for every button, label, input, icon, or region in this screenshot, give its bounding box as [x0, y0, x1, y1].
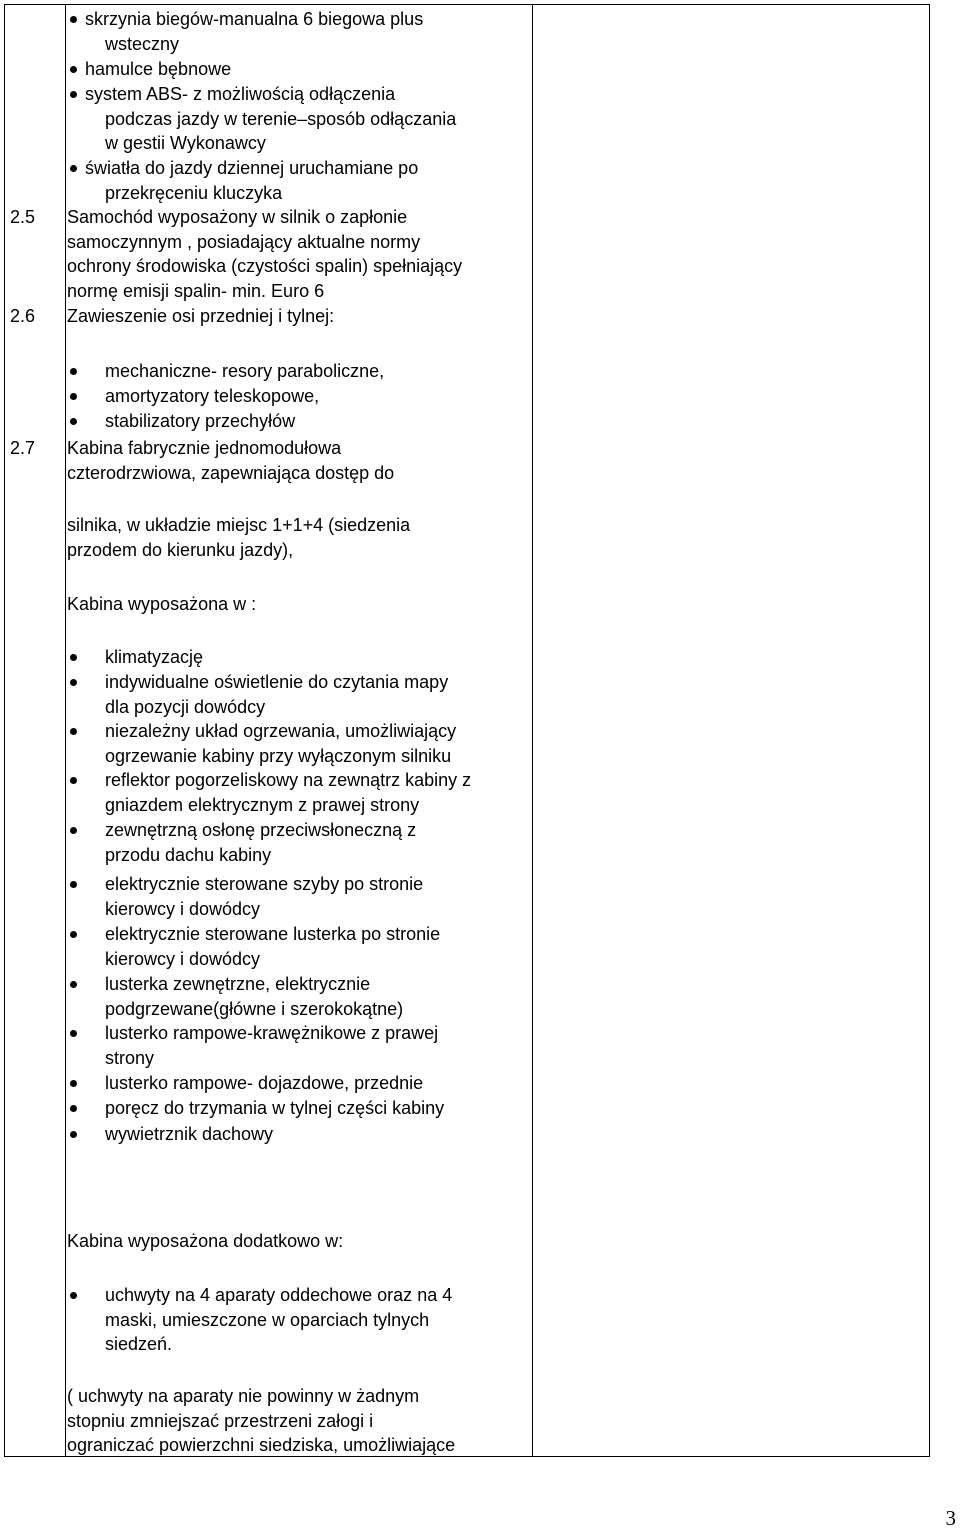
bullet-icon: [70, 981, 77, 988]
list-item-text: w gestii Wykonawcy: [105, 133, 266, 154]
list-item-text: siedzeń.: [105, 1334, 173, 1355]
bullet-icon: [70, 1105, 77, 1112]
list-item-text: niezależny układ ogrzewania, umożliwiający: [105, 721, 457, 741]
bullet-icon: [70, 16, 77, 23]
list-item-text: indywidualne oświetlenie do czytania mapy: [105, 672, 449, 692]
bullet-icon: [70, 1131, 77, 1138]
paragraph-text: ( uchwyty na aparaty nie powinny w żadnym: [67, 1386, 420, 1406]
paragraph-text: Kabina wyposażona dodatkowo w:: [67, 1231, 344, 1251]
item-number: 2.7: [10, 438, 36, 458]
list-item-text: lusterko rampowe-krawężnikowe z prawej: [105, 1023, 439, 1043]
list-item-text: elektrycznie sterowane lusterka po stronie: [105, 924, 441, 944]
list-item-text: uchwyty na 4 aparaty oddechowe oraz na 4: [105, 1285, 453, 1305]
list-item-text: hamulce bębnowe: [85, 59, 232, 79]
bullet-icon: [70, 165, 77, 172]
list-item-text: światła do jazdy dziennej uruchamiane po: [85, 158, 419, 178]
paragraph-text: samoczynnym , posiadający aktualne normy: [67, 231, 421, 252]
paragraph-text: stopniu zmniejszać przestrzeni załogi i: [67, 1410, 374, 1431]
bullet-icon: [70, 728, 77, 735]
bullet-icon: [70, 393, 77, 400]
paragraph-text: ograniczać powierzchni siedziska, umożliwiające: [67, 1435, 456, 1456]
list-item-text: ogrzewanie kabiny przy wyłączonym silniku: [105, 745, 452, 766]
page-number: 3: [945, 1506, 956, 1530]
list-item-text: lusterka zewnętrzne, elektrycznie: [105, 974, 371, 994]
list-item-text: kierowcy i dowódcy: [105, 898, 261, 919]
list-item-text: mechaniczne- resory paraboliczne,: [105, 361, 385, 381]
list-item-text: dla pozycji dowódcy: [105, 696, 266, 717]
table-border-left: [4, 4, 5, 1457]
list-item-text: kierowcy i dowódcy: [105, 948, 261, 969]
list-item-text: system ABS- z możliwością odłączenia: [85, 84, 396, 104]
list-item-text: strony: [105, 1047, 155, 1068]
bullet-icon: [70, 881, 77, 888]
paragraph-text: Zawieszenie osi przedniej i tylnej:: [67, 306, 335, 326]
list-item-text: maski, umieszczone w oparciach tylnych: [105, 1309, 430, 1330]
bullet-icon: [70, 66, 77, 73]
paragraph-text: przodem do kierunku jazdy),: [67, 539, 294, 560]
bullet-icon: [70, 1292, 77, 1299]
list-item-text: klimatyzację: [105, 647, 204, 667]
paragraph-text: Kabina fabrycznie jednomodułowa: [67, 438, 342, 458]
table-divider-description-column: [532, 4, 533, 1457]
paragraph-text: silnika, w układzie miejsc 1+1+4 (siedzenia: [67, 515, 411, 535]
list-item-text: zewnętrzną osłonę przeciwsłoneczną z: [105, 820, 417, 840]
paragraph-text: czterodrzwiowa, zapewniająca dostęp do: [67, 462, 395, 483]
paragraph-text: Kabina wyposażona w :: [67, 594, 257, 614]
bullet-icon: [70, 931, 77, 938]
list-item-text: przekręceniu kluczyka: [105, 182, 283, 203]
list-item-text: amortyzatory teleskopowe,: [105, 386, 320, 406]
bullet-icon: [70, 777, 77, 784]
list-item-text: skrzynia biegów-manualna 6 biegowa plus: [85, 9, 424, 29]
list-item-text: podgrzewane(główne i szerokokątne): [105, 998, 404, 1019]
bullet-icon: [70, 654, 77, 661]
item-number: 2.6: [10, 306, 36, 326]
bullet-icon: [70, 827, 77, 834]
table-border-right: [929, 4, 930, 1457]
bullet-icon: [70, 368, 77, 375]
list-item-text: poręcz do trzymania w tylnej części kabiny: [105, 1098, 445, 1118]
list-item-text: przodu dachu kabiny: [105, 844, 272, 865]
list-item-text: reflektor pogorzeliskowy na zewnątrz kabiny z: [105, 770, 472, 790]
bullet-icon: [70, 679, 77, 686]
list-item-text: stabilizatory przechyłów: [105, 411, 296, 431]
paragraph-text: ochrony środowiska (czystości spalin) spełniający: [67, 256, 463, 277]
list-item-text: gniazdem elektrycznym z prawej strony: [105, 794, 420, 815]
table-border-top: [4, 4, 930, 5]
bullet-icon: [70, 91, 77, 98]
list-item-text: elektrycznie sterowane szyby po stronie: [105, 874, 424, 894]
bullet-icon: [70, 1080, 77, 1087]
list-item-text: wsteczny: [105, 33, 180, 54]
list-item-text: lusterko rampowe- dojazdowe, przednie: [105, 1073, 424, 1093]
paragraph-text: Samochód wyposażony w silnik o zapłonie: [67, 207, 408, 227]
bullet-icon: [70, 418, 77, 425]
item-number: 2.5: [10, 207, 36, 227]
bullet-icon: [70, 1030, 77, 1037]
paragraph-text: normę emisji spalin- min. Euro 6: [67, 280, 325, 301]
list-item-text: podczas jazdy w terenie–sposób odłączania: [105, 108, 457, 129]
table-divider-number-column: [65, 4, 66, 1457]
list-item-text: wywietrznik dachowy: [105, 1124, 274, 1144]
